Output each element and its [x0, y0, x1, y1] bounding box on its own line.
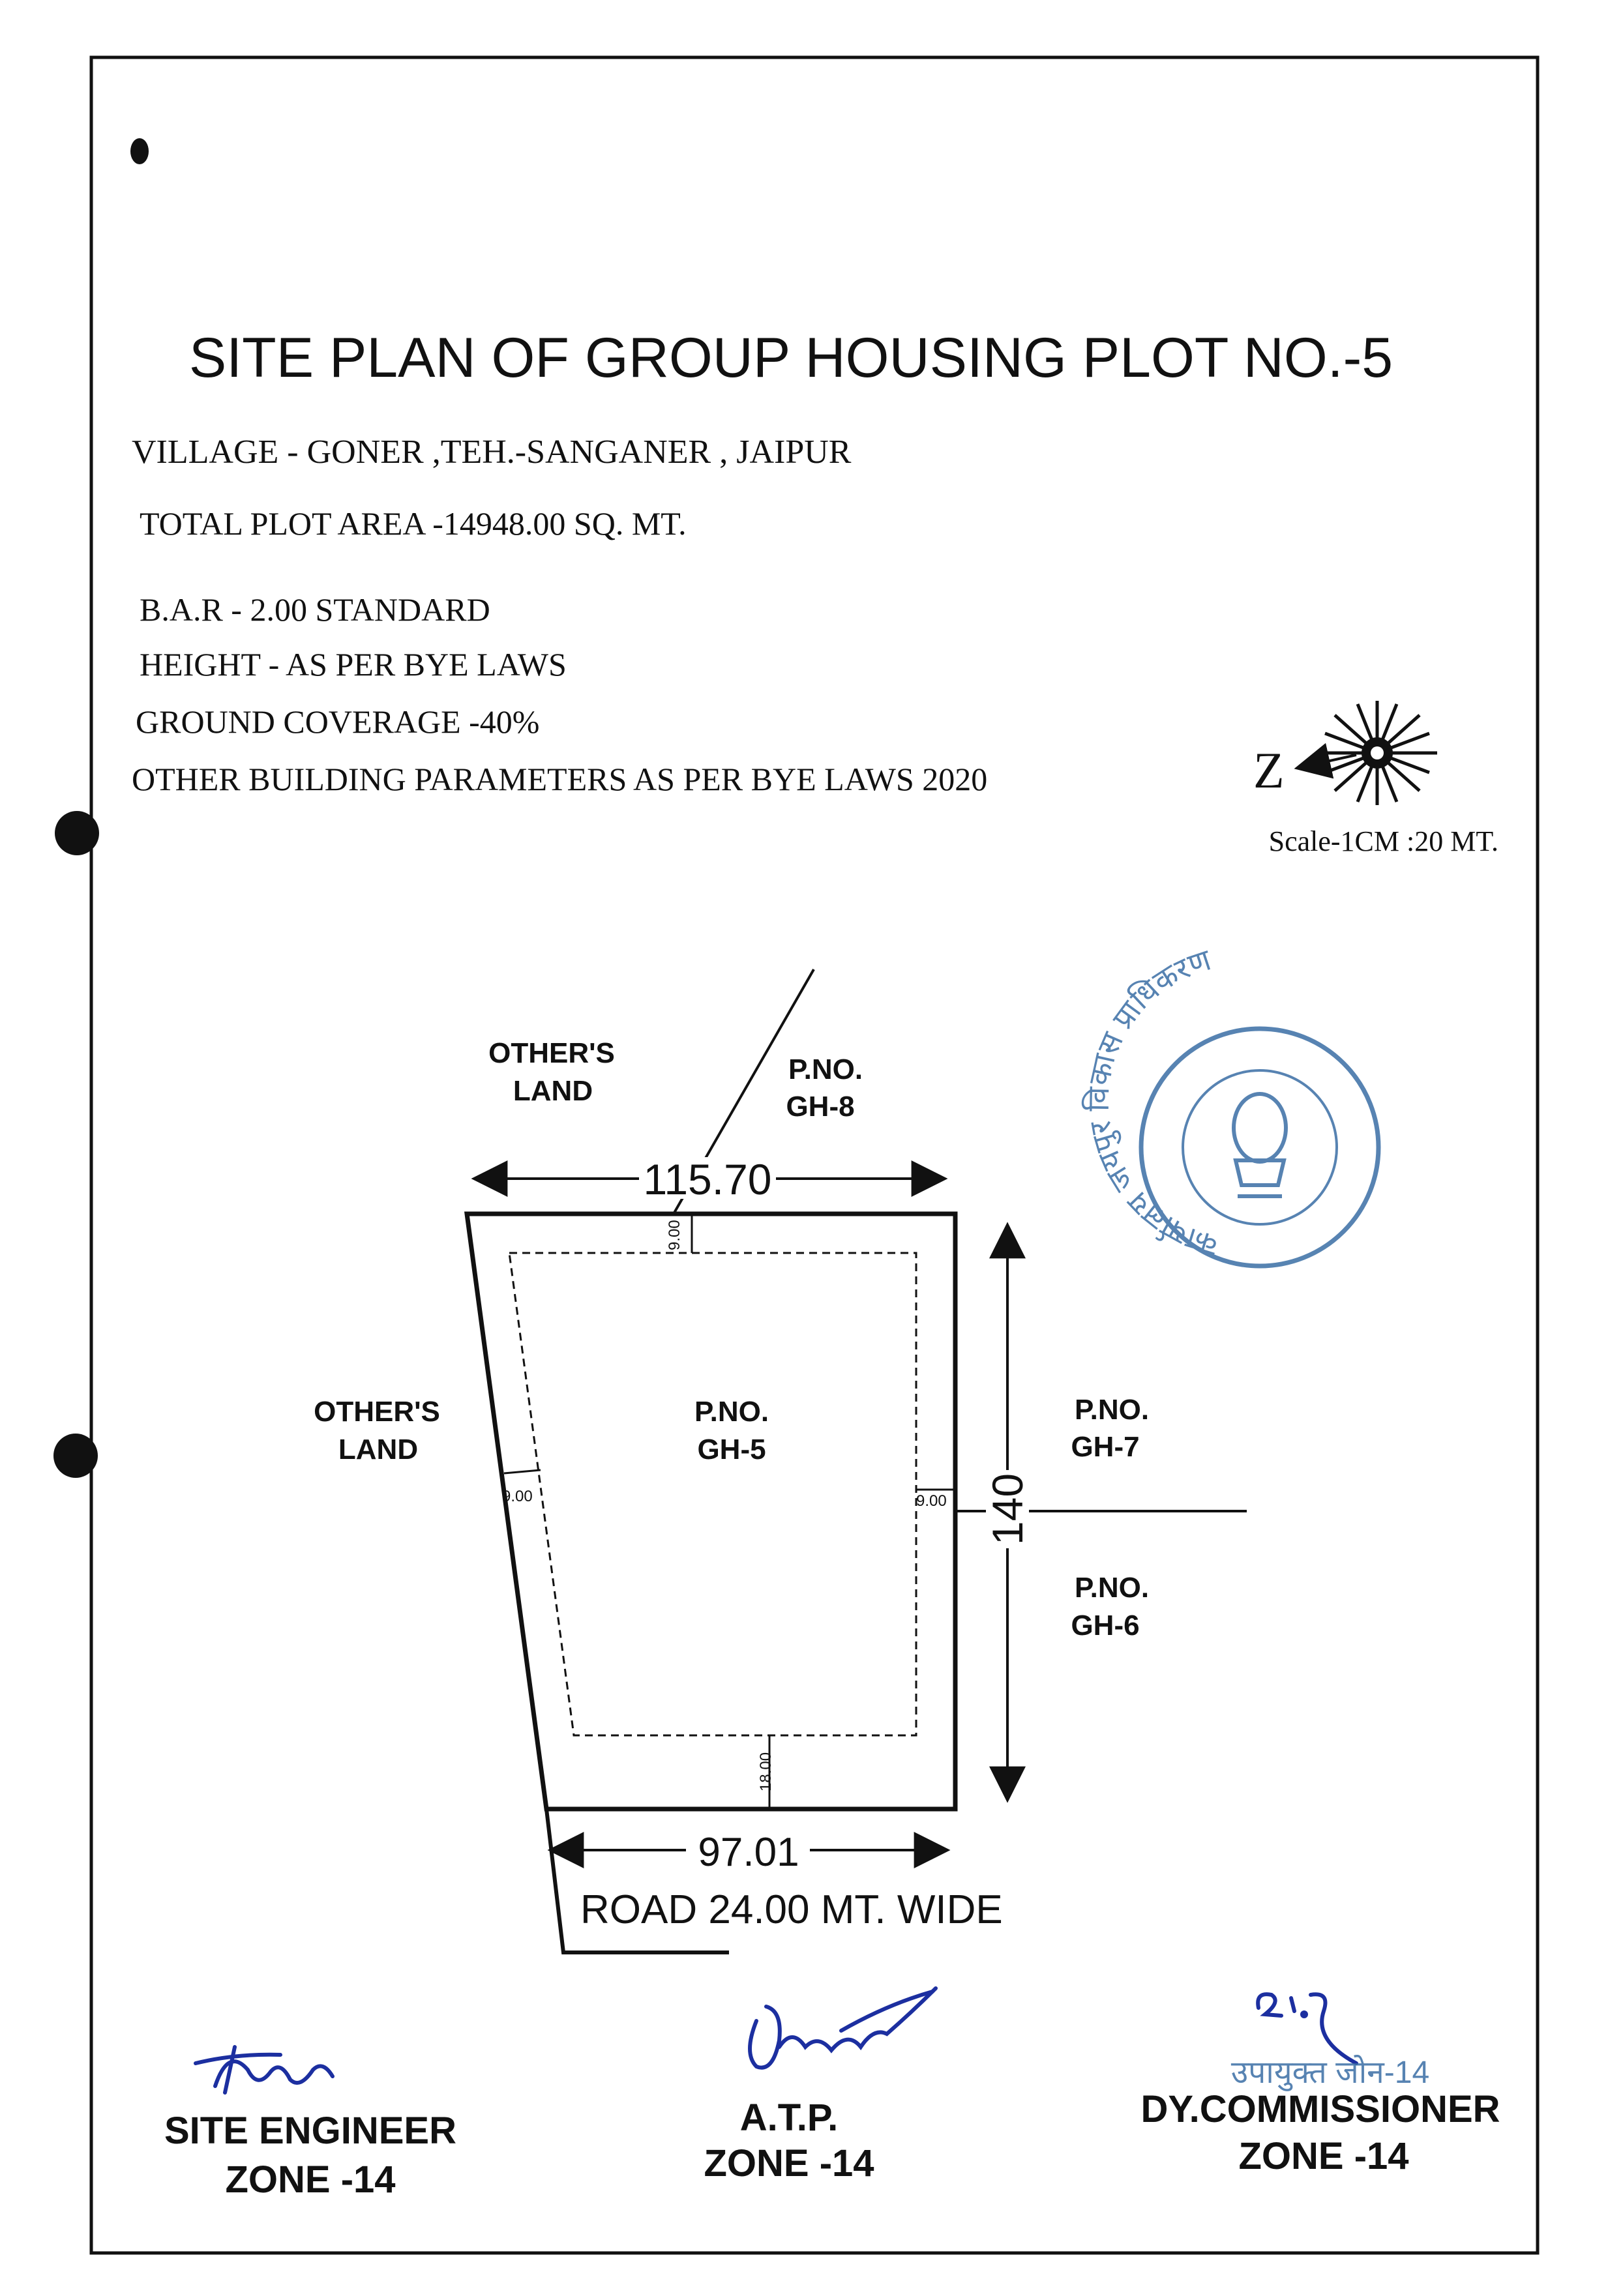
plot-boundary	[467, 1214, 955, 1809]
right-dimension-label: 140	[983, 1473, 1032, 1546]
emblem-icon	[1234, 1094, 1286, 1196]
bottom-dimension-label: 97.01	[698, 1830, 799, 1875]
setback-front-label: 9.00	[666, 1220, 683, 1250]
page-title: SITE PLAN OF GROUP HOUSING PLOT NO.-5	[188, 327, 1393, 389]
scan-mark-dot	[130, 138, 149, 164]
atp-title: A.T.P.	[739, 2097, 839, 2139]
setback-left-label: 9.00	[502, 1488, 533, 1505]
others-land-top-line2: LAND	[513, 1075, 593, 1107]
top-dimension-label: 115.70	[643, 1155, 772, 1203]
plot-gh7-label-line2: GH-7	[1071, 1431, 1140, 1463]
plot-gh8-label-line2: GH-8	[786, 1091, 855, 1123]
dy-commissioner-title: DY.COMMISSIONER	[1140, 2088, 1500, 2130]
height-line: HEIGHT - AS PER BYE LAWS	[140, 646, 567, 683]
plot-gh5-label-line2: GH-5	[697, 1434, 766, 1465]
others-land-left-line1: OTHER'S	[314, 1396, 440, 1428]
atp-zone: ZONE -14	[704, 2142, 874, 2185]
village-line: VILLAGE - GONER ,TEH.-SANGANER , JAIPUR	[132, 434, 852, 471]
setback-line	[509, 1253, 916, 1735]
others-land-top-line1: OTHER'S	[488, 1037, 615, 1069]
bar-line: B.A.R - 2.00 STANDARD	[140, 591, 490, 628]
site-engineer-zone: ZONE -14	[225, 2158, 396, 2201]
site-engineer-signature	[196, 2047, 333, 2093]
plot-gh6-label-line2: GH-6	[1071, 1610, 1140, 1641]
ground-coverage-line: GROUND COVERAGE -40%	[136, 703, 540, 740]
plot-gh7-label-line1: P.NO.	[1074, 1394, 1150, 1426]
site-engineer-title: SITE ENGINEER	[164, 2110, 456, 2152]
north-compass-icon	[1253, 701, 1437, 805]
setback-right-label: 9.00	[916, 1492, 947, 1510]
punch-hole-top	[55, 811, 99, 855]
dy-commissioner-signature	[1258, 1994, 1356, 2063]
plot-gh8-label-line1: P.NO.	[788, 1053, 863, 1085]
dy-commissioner-zone: ZONE -14	[1238, 2135, 1409, 2177]
hindi-stamp-text: उपायुक्त जोन-14	[1230, 2055, 1430, 2090]
setback-rear-label: 18.00	[757, 1752, 775, 1791]
plot-gh5-label-line1: P.NO.	[694, 1396, 769, 1428]
north-label: Z	[1253, 742, 1285, 799]
plot-gh6-label-line1: P.NO.	[1074, 1572, 1150, 1604]
punch-hole-bottom	[53, 1434, 98, 1478]
road-label: ROAD 24.00 MT. WIDE	[580, 1887, 1003, 1932]
jda-seal-stamp	[1081, 942, 1378, 1266]
seal-text: कार्यालय जयपुर विकास प्राधिकरण	[1080, 942, 1222, 1263]
others-land-left-line2: LAND	[338, 1434, 419, 1465]
scale-label: Scale-1CM :20 MT.	[1268, 825, 1498, 857]
total-plot-area: TOTAL PLOT AREA -14948.00 SQ. MT.	[140, 505, 687, 542]
other-parameters-line: OTHER BUILDING PARAMETERS AS PER BYE LAWS 2020	[132, 761, 988, 797]
atp-signature	[750, 1988, 936, 2068]
